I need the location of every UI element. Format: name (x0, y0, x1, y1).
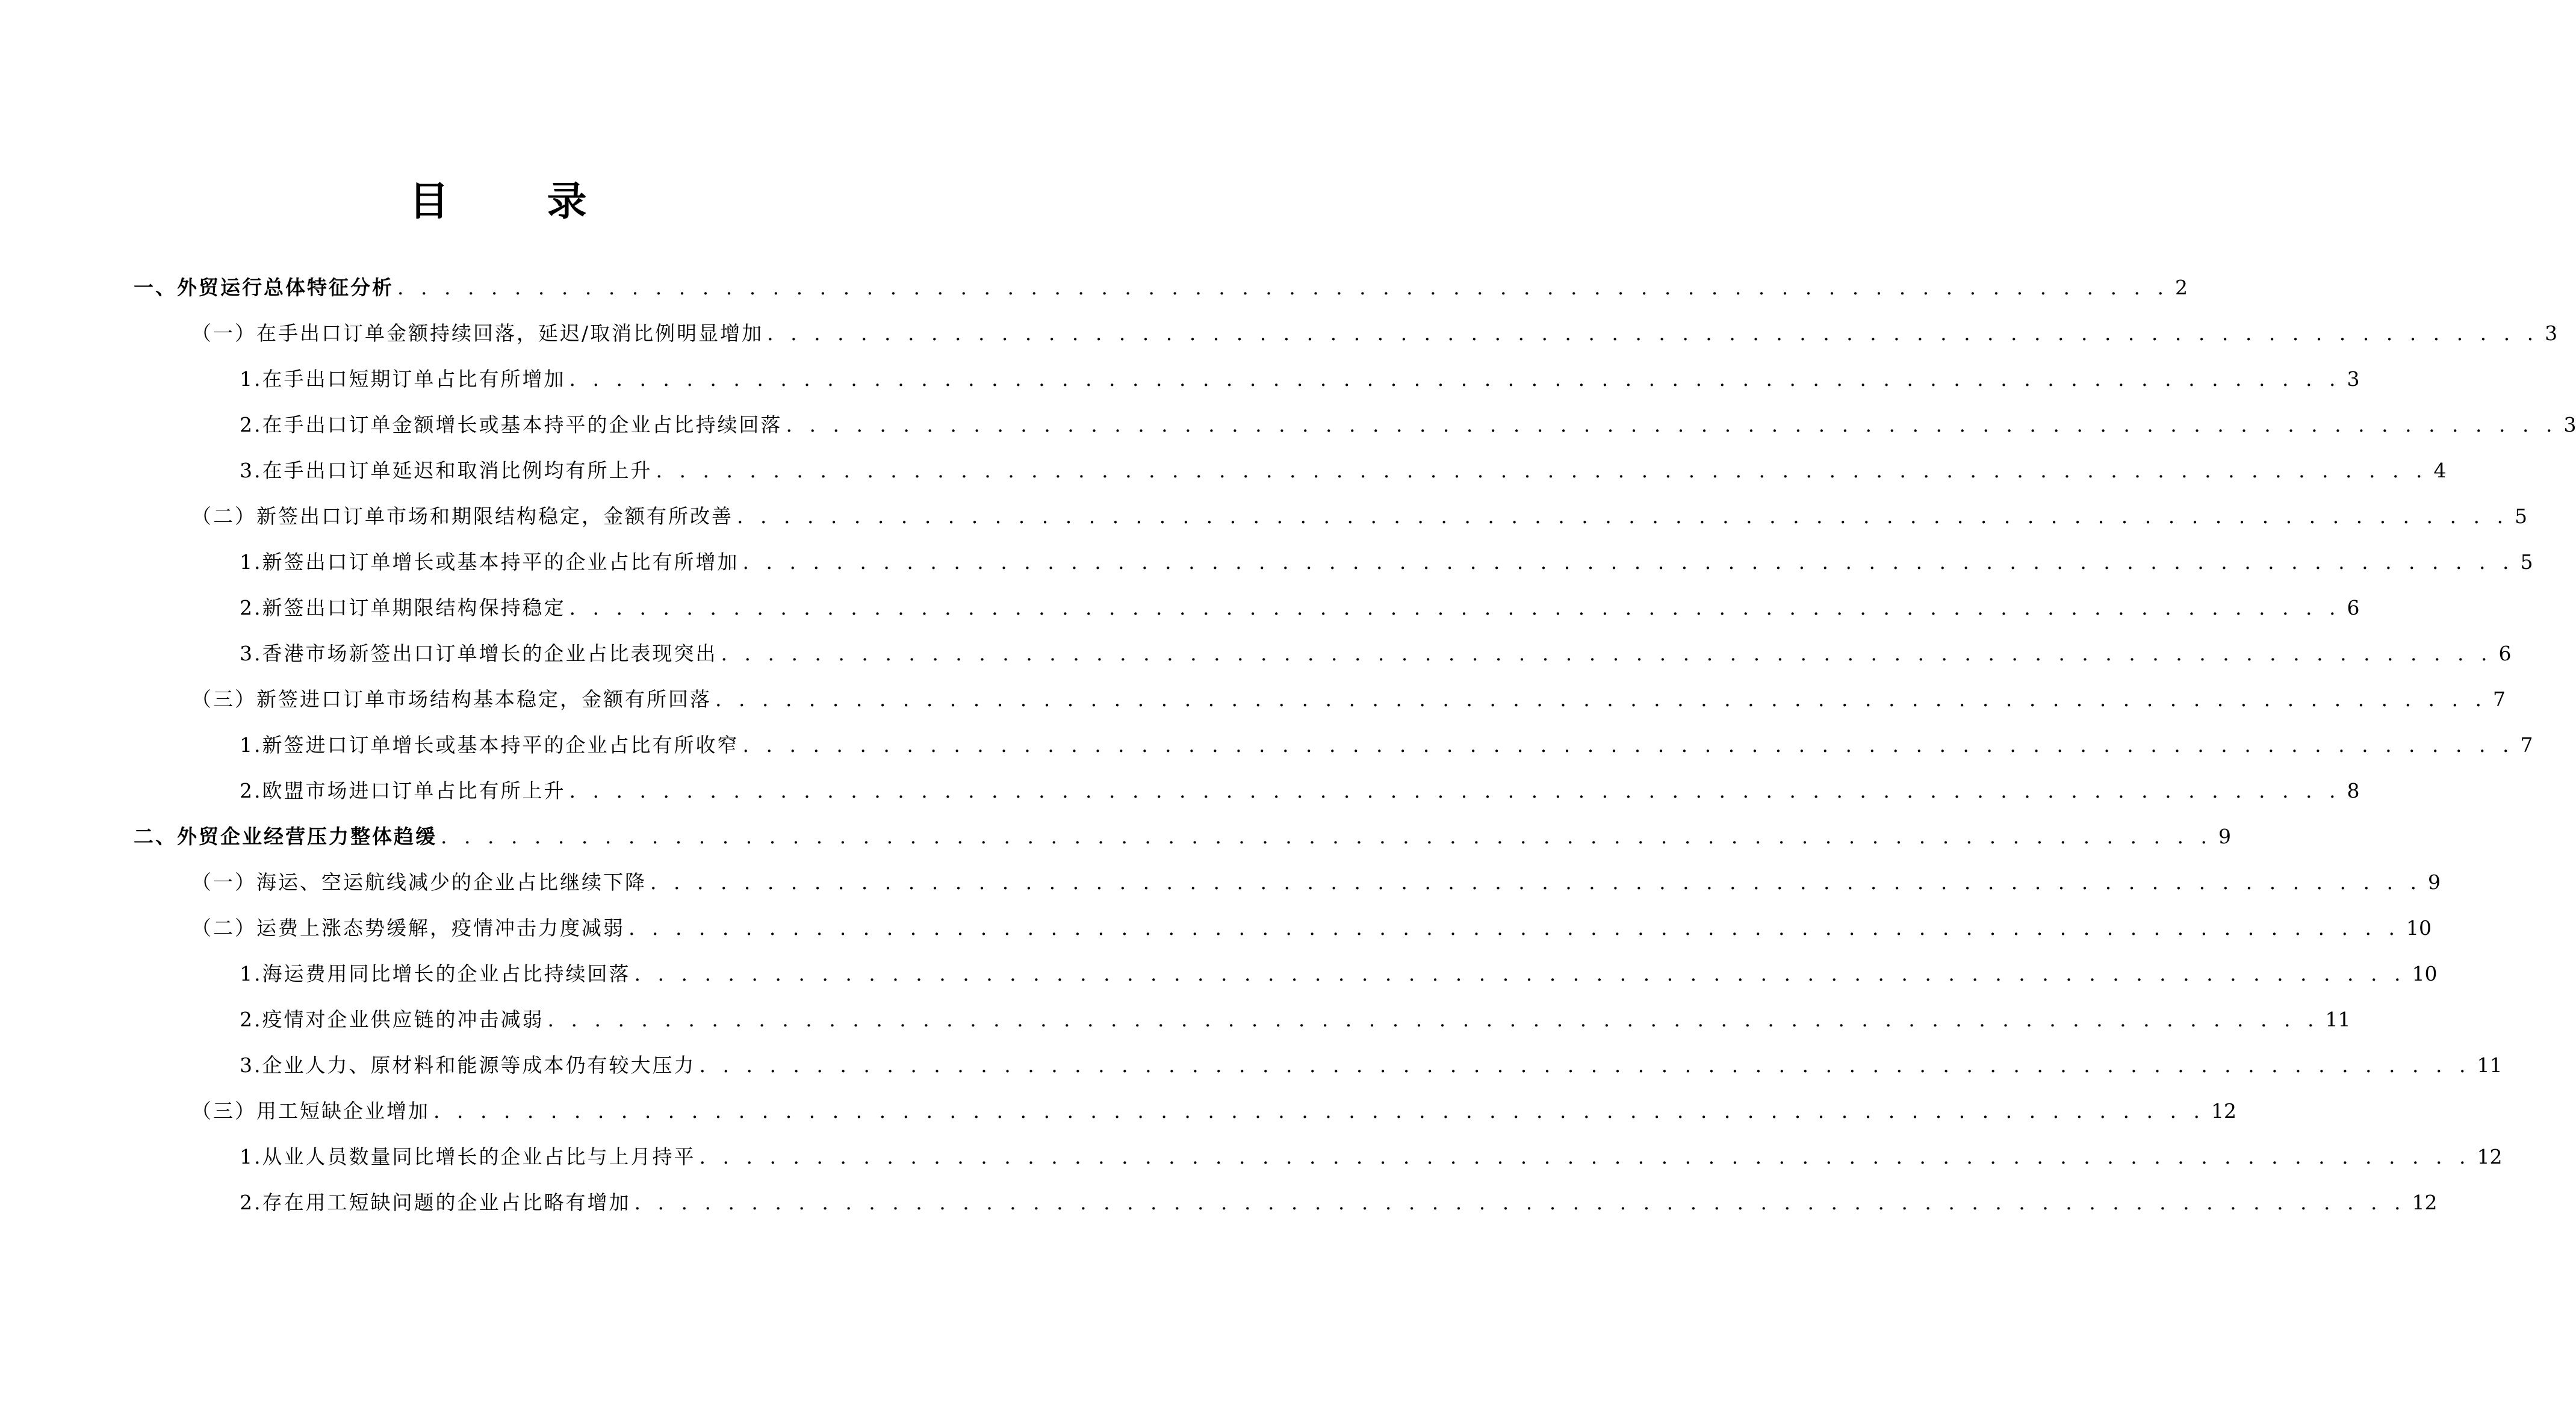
toc-page-number: 10 (2412, 962, 2438, 985)
toc-dot-leader: . . . . . . . . . . . . . . . . . . . . . . . . . . . . . . . . . . . . . . . . . . . . . . . . . . . . . . . . . . . . . . . . . . . . . . . . . . . . (715, 687, 2487, 711)
toc-entry[interactable] (240, 362, 2360, 396)
toc-page-number: 9 (2427, 870, 2441, 894)
toc-page-number: 6 (2498, 642, 2512, 665)
toc-entry-text: 3.香港市场新签出口订单增长的企业占比表现突出 (240, 642, 718, 665)
toc-dot-leader: . . . . . . . . . . . . . . . . . . . . . . . . . . . . . . . . . . . . . . . . . . . . . . . . . . . . . . . . . . . . . . . . . . . . . . . . . . . . (569, 779, 2341, 802)
toc-dot-leader: . . . . . . . . . . . . . . . . . . . . . . . . . . . . . . . . . . . . . . . . . . . . . . . . . . . . . . . . . . . . . . . . . . . . . . . . . . . . (737, 504, 2509, 528)
toc-entry[interactable] (240, 454, 2447, 488)
toc-page-number: 11 (2325, 1008, 2351, 1031)
toc-entry[interactable] (240, 637, 2512, 671)
toc-entry[interactable] (191, 317, 2558, 350)
toc-entry-text: 1.从业人员数量同比增长的企业占比与上月持平 (240, 1145, 696, 1168)
toc-entry[interactable] (240, 1186, 2438, 1220)
toc-dot-leader: . . . . . . . . . . . . . . . . . . . . . . . . . . . . . . . . . . . . . . . . . . . . . . . . . . . . . . . . . . . . . . . . . . . . . . . . . . . . (397, 276, 2169, 299)
toc-title: 目 录 (409, 178, 629, 225)
toc-page-number: 8 (2347, 779, 2360, 802)
toc-page-number: 2 (2174, 276, 2188, 299)
toc-dot-leader: . . . . . . . . . . . . . . . . . . . . . . . . . . . . . . . . . . . . . . . . . . . . . . . . . . . . . . . . . . . . . . . . . . . . . . . . . . . . (656, 459, 2428, 482)
toc-page-number: 3 (2563, 413, 2576, 436)
toc-dot-leader: . . . . . . . . . . . . . . . . . . . . . . . . . . . . . . . . . . . . . . . . . . . . . . . . . . . . . . . . . . . . . . . . . . . . . . . . . . . . (742, 550, 2515, 574)
toc-page-number: 5 (2514, 504, 2527, 528)
toc-page-number: 11 (2477, 1053, 2503, 1077)
toc-dot-leader: . . . . . . . . . . . . . . . . . . . . . . . . . . . . . . . . . . . . . . . . . . . . . . . . . . . . . . . . . . . . . . . . . . . . . . . . . . . . (433, 1099, 2205, 1123)
toc-entry-text: 二、外贸企业经营压力整体趋缓 (134, 825, 437, 848)
toc-dot-leader: . . . . . . . . . . . . . . . . . . . . . . . . . . . . . . . . . . . . . . . . . . . . . . . . . . . . . . . . . . . . . . . . . . . . . . . . . . . . (699, 1145, 2471, 1168)
toc-page-number: 3 (2347, 367, 2360, 391)
toc-entry[interactable] (240, 1049, 2503, 1082)
toc-entry[interactable] (240, 408, 2576, 442)
toc-page-number: 12 (2412, 1191, 2438, 1214)
toc-dot-leader: . . . . . . . . . . . . . . . . . . . . . . . . . . . . . . . . . . . . . . . . . . . . . . . . . . . . . . . . . . . . . . . . . . . . . . . . . . . . (547, 1008, 2320, 1031)
toc-entry-text: 1.新签出口订单增长或基本持平的企业占比有所增加 (240, 550, 739, 574)
toc-entry[interactable] (240, 774, 2360, 808)
toc-dot-leader: . . . . . . . . . . . . . . . . . . . . . . . . . . . . . . . . . . . . . . . . . . . . . . . . . . . . . . . . . . . . . . . . . . . . . . . . . . . . (699, 1053, 2471, 1077)
toc-entry-text: （二）运费上涨态势缓解，疫情冲击力度减弱 (191, 916, 625, 940)
toc-dot-leader: . . . . . . . . . . . . . . . . . . . . . . . . . . . . . . . . . . . . . . . . . . . . . . . . . . . . . . . . . . . . . . . . . . . . . . . . . . . . (634, 962, 2406, 985)
toc-entry-text: 一、外贸运行总体特征分析 (134, 276, 394, 299)
toc-dot-leader: . . . . . . . . . . . . . . . . . . . . . . . . . . . . . . . . . . . . . . . . . . . . . . . . . . . . . . . . . . . . . . . . . . . . . . . . . . . . (569, 596, 2341, 619)
toc-entry[interactable] (240, 591, 2360, 625)
toc-page-number: 7 (2492, 687, 2506, 711)
toc-dot-leader: . . . . . . . . . . . . . . . . . . . . . . . . . . . . . . . . . . . . . . . . . . . . . . . . . . . . . . . . . . . . . . . . . . . . . . . . . . . . (786, 413, 2558, 436)
toc-page-number: 6 (2347, 596, 2360, 619)
toc-dot-leader: . . . . . . . . . . . . . . . . . . . . . . . . . . . . . . . . . . . . . . . . . . . . . . . . . . . . . . . . . . . . . . . . . . . . . . . . . . . . (634, 1191, 2406, 1214)
toc-entry-text: （三）用工短缺企业增加 (191, 1099, 430, 1123)
toc-entry[interactable] (191, 911, 2432, 945)
toc-entry-text: 2.欧盟市场进口订单占比有所上升 (240, 779, 566, 802)
toc-entry-text: （一）在手出口订单金额持续回落，延迟/取消比例明显增加 (191, 321, 764, 345)
toc-entry-text: 3.在手出口订单延迟和取消比例均有所上升 (240, 459, 653, 482)
toc-dot-leader: . . . . . . . . . . . . . . . . . . . . . . . . . . . . . . . . . . . . . . . . . . . . . . . . . . . . . . . . . . . . . . . . . . . . . . . . . . . . (650, 870, 2422, 894)
toc-dot-leader: . . . . . . . . . . . . . . . . . . . . . . . . . . . . . . . . . . . . . . . . . . . . . . . . . . . . . . . . . . . . . . . . . . . . . . . . . . . . (628, 916, 2400, 940)
toc-entry-text: （二）新签出口订单市场和期限结构稳定，金额有所改善 (191, 504, 733, 528)
toc-page-number: 7 (2520, 733, 2533, 757)
toc-entry[interactable] (240, 957, 2438, 991)
toc-entry[interactable] (191, 500, 2527, 533)
toc-entry-text: 3.企业人力、原材料和能源等成本仍有较大压力 (240, 1053, 696, 1077)
toc-entry-text: 2.疫情对企业供应链的冲击减弱 (240, 1008, 544, 1031)
toc-entry[interactable] (191, 866, 2441, 899)
toc-entry[interactable] (240, 1003, 2351, 1037)
toc-page-number: 10 (2406, 916, 2432, 940)
toc-entry[interactable] (134, 820, 2231, 854)
toc-page-number: 9 (2218, 825, 2231, 848)
toc-entry-text: 2.存在用工短缺问题的企业占比略有增加 (240, 1191, 631, 1214)
toc-entry[interactable] (191, 683, 2506, 716)
toc-dot-leader: . . . . . . . . . . . . . . . . . . . . . . . . . . . . . . . . . . . . . . . . . . . . . . . . . . . . . . . . . . . . . . . . . . . . . . . . . . . . (569, 367, 2341, 391)
toc-entry-text: （一）海运、空运航线减少的企业占比继续下降 (191, 870, 647, 894)
toc-entry[interactable] (134, 271, 2188, 305)
toc-entry[interactable] (240, 1140, 2503, 1174)
toc-entry[interactable] (240, 545, 2533, 579)
toc-dot-leader: . . . . . . . . . . . . . . . . . . . . . . . . . . . . . . . . . . . . . . . . . . . . . . . . . . . . . . . . . . . . . . . . . . . . . . . . . . . . (767, 321, 2539, 345)
toc-page-number: 12 (2477, 1145, 2503, 1168)
toc-page-number: 12 (2211, 1099, 2236, 1123)
toc-entry[interactable] (191, 1094, 2236, 1128)
toc-entry[interactable] (240, 728, 2533, 762)
toc-entry-text: 2.在手出口订单金额增长或基本持平的企业占比持续回落 (240, 413, 783, 436)
toc-entry-text: 1.海运费用同比增长的企业占比持续回落 (240, 962, 631, 985)
toc-entry-text: 2.新签出口订单期限结构保持稳定 (240, 596, 566, 619)
toc-dot-leader: . . . . . . . . . . . . . . . . . . . . . . . . . . . . . . . . . . . . . . . . . . . . . . . . . . . . . . . . . . . . . . . . . . . . . . . . . . . . (441, 825, 2212, 848)
toc-entry-text: （三）新签进口订单市场结构基本稳定，金额有所回落 (191, 687, 712, 711)
toc-dot-leader: . . . . . . . . . . . . . . . . . . . . . . . . . . . . . . . . . . . . . . . . . . . . . . . . . . . . . . . . . . . . . . . . . . . . . . . . . . . . (742, 733, 2515, 757)
toc-entry-text: 1.新签进口订单增长或基本持平的企业占比有所收窄 (240, 733, 739, 757)
toc-page-number: 5 (2520, 550, 2533, 574)
toc-dot-leader: . . . . . . . . . . . . . . . . . . . . . . . . . . . . . . . . . . . . . . . . . . . . . . . . . . . . . . . . . . . . . . . . . . . . . . . . . . . . (721, 642, 2493, 665)
toc-page-number: 3 (2545, 321, 2558, 345)
toc-entry-text: 1.在手出口短期订单占比有所增加 (240, 367, 566, 391)
toc-page-number: 4 (2433, 459, 2447, 482)
